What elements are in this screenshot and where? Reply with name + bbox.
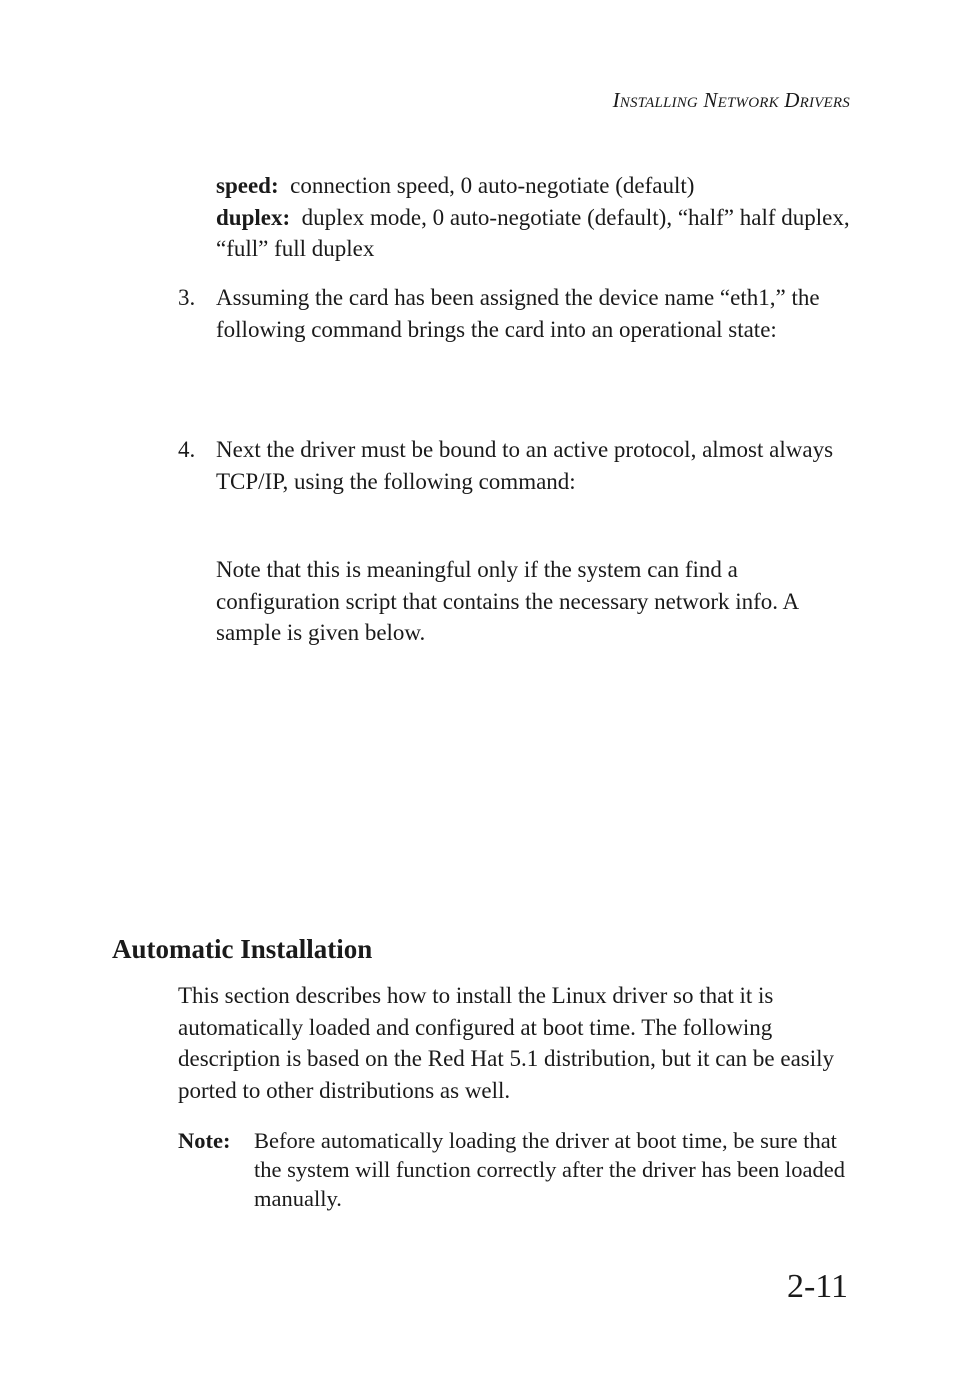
- page-number: 2-11: [786, 1268, 848, 1305]
- step-text: Next the driver must be bound to an active protocol, almost always TCP/IP, using the following command:: [216, 437, 834, 494]
- param-name: speed:: [216, 173, 279, 198]
- step-number: 3.: [178, 285, 196, 310]
- param-name: duplex:: [216, 204, 291, 230]
- note-block: [178, 1126, 858, 1213]
- param-description: duplex mode, 0 auto-negotiate (default), “half” half duplex, “full” full duplex: [216, 204, 850, 261]
- param-speed: [216, 170, 856, 202]
- step-4: [178, 434, 858, 497]
- step-3: [178, 282, 858, 345]
- parameter-list: [216, 170, 856, 265]
- running-header: Installing Network Drivers: [612, 88, 850, 112]
- param-description: connection speed, 0 auto-negotiate (default): [290, 173, 695, 198]
- step-text: Assuming the card has been assigned the device name “eth1,” the following command brings the card into an operational state:: [216, 285, 820, 342]
- section-heading: Automatic Installation: [112, 934, 373, 964]
- step-number: 4.: [178, 437, 196, 462]
- note-text: Before automatically loading the driver at boot time, be sure that the system will function correctly after the driver has been loaded manually.: [254, 1128, 846, 1211]
- step-4-note: Note that this is meaningful only if the system can find a configuration script that contains the necessary network info. A sample is given below.: [216, 557, 798, 645]
- param-duplex: [216, 202, 856, 265]
- note-label: Note:: [178, 1128, 231, 1153]
- section-paragraph: This section describes how to install the Linux driver so that it is automatically loaded and configured at boot time. The following description is based on the Red Hat 5.1 distribution, but it can be easily ported to other distributions as well.: [178, 983, 835, 1103]
